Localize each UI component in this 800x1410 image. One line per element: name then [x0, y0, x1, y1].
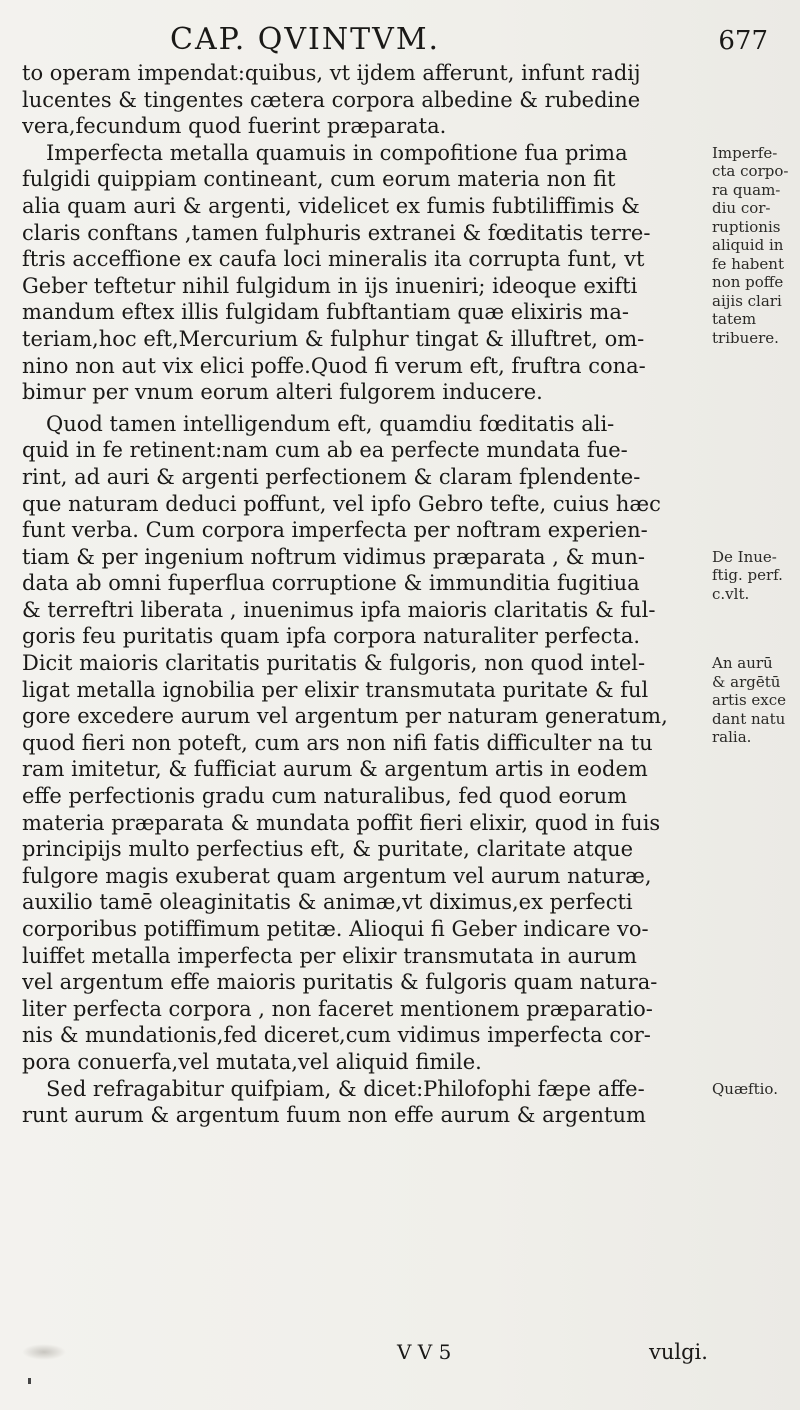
- running-head: CAP. QVINTVM.: [170, 22, 441, 57]
- text-line: materia præparata & mundata poffit fieri elixir, quod in fuis: [22, 810, 661, 835]
- text-line: funt verba. Cum corpora imperfecta per noftram experien-: [22, 518, 648, 543]
- text-line: que naturam deduci poffunt, vel ipfo Gebro tefte, cuius hæc: [22, 491, 661, 516]
- marginal-note-line: non poffe: [712, 273, 784, 292]
- marginal-note-line: aliquid in: [712, 236, 784, 255]
- marginal-note-line: Quæftio.: [712, 1079, 778, 1098]
- text-line: auxilio tamē oleaginitatis & animæ,vt diximus,ex perfecti: [22, 890, 633, 915]
- marginal-note-line: tribuere.: [712, 328, 779, 347]
- marginal-note-line: aijis clari: [712, 291, 782, 310]
- stray-mark: [28, 1378, 31, 1384]
- text-line: data ab omni fuperflua corruptione & immunditia fugitiua: [22, 571, 640, 596]
- catchline: [22, 1340, 772, 1370]
- marginal-note-line: fe habent: [712, 254, 784, 273]
- text-line: principijs multo perfectius eft, & puritate, claritate atque: [22, 837, 634, 862]
- marginal-note-line: artis exce: [712, 691, 787, 710]
- text-line: lucentes & tingentes cætera corpora albedine & rubedine: [22, 87, 641, 112]
- text-line: Dicit maioris claritatis puritatis & fulgoris, non quod intel-: [22, 651, 646, 676]
- text-line: mandum eftex illis fulgidam fubftantiam quæ elixiris ma-: [22, 300, 629, 325]
- text-line: bimur per vnum eorum alteri fulgorem inducere.: [22, 380, 543, 405]
- text-line: ram imitetur, & fufficiat aurum & argentum artis in eodem: [22, 757, 648, 782]
- signature-mark: V V 5: [397, 1340, 452, 1364]
- text-line: Sed refragabitur quifpiam, & dicet:Philofophi fæpe affe-: [46, 1076, 645, 1101]
- marginal-note-line: cta corpo-: [712, 162, 789, 181]
- text-line: vera,fecundum quod fuerint præparata.: [22, 114, 447, 139]
- text-line: quid in fe retinent:nam cum ab ea perfecte mundata fue-: [22, 438, 628, 463]
- marginal-note-line: An aurū: [712, 654, 773, 673]
- text-line: quod fieri non poteft, cum ars non nifi fatis difficulter na tu: [22, 730, 653, 755]
- text-line: nis & mundationis,fed diceret,cum vidimus imperfecta cor-: [22, 1023, 651, 1048]
- marginal-note-line: De Inue-: [712, 547, 777, 566]
- text-line: to operam impendat:quibus, vt ijdem afferunt, infunt radij: [22, 61, 641, 85]
- text-line: luiffet metalla imperfecta per elixir transmutata in aurum: [22, 943, 637, 968]
- text-line: alia quam auri & argenti, videlicet ex fumis fubtiliffimis &: [22, 193, 640, 218]
- marginal-note: [712, 654, 798, 747]
- marginal-note: [712, 548, 798, 604]
- marginal-note-line: ftig. perf.: [712, 566, 783, 585]
- text-line: pora conuerfa,vel mutata,vel aliquid fimile.: [22, 1049, 482, 1074]
- marginal-note-line: ra quam-: [712, 180, 781, 199]
- text-line: corporibus potiffimum petitæ. Alioqui fi Geber indicare vo-: [22, 917, 649, 941]
- text-line: nino non aut vix elici poffe.Quod fi verum eft, fruftra cona-: [22, 353, 646, 378]
- text-line: rint, ad auri & argenti perfectionem & claram fplendente-: [22, 464, 641, 489]
- marginal-note-line: diu cor-: [712, 199, 771, 218]
- text-line: gore excedere aurum vel argentum per naturam generatum,: [22, 704, 668, 729]
- catchword: vulgi.: [649, 1340, 708, 1364]
- text-line: ligat metalla ignobilia per elixir transmutata puritate & ful: [22, 677, 649, 702]
- marginal-note-line: ralia.: [712, 728, 752, 747]
- page-header: [0, 22, 800, 62]
- marginal-note: [712, 1080, 798, 1099]
- text-line: ftris acceffione ex caufa loci mineralis ita corrupta funt, vt: [22, 247, 645, 272]
- marginal-note: [712, 144, 798, 348]
- text-line: fulgore magis exuberat quam argentum vel aurum naturæ,: [22, 863, 652, 888]
- text-line: claris conftans ,tamen fulphuris extranei & fœditatis terre-: [22, 220, 651, 245]
- text-line: liter perfecta corpora , non faceret mentionem præparatio-: [22, 996, 653, 1021]
- text-line: Quod tamen intelligendum eft, quamdiu fœditatis ali-: [46, 411, 615, 436]
- text-line: Geber teftetur nihil fulgidum in ijs inueniri; ideoque exifti: [22, 273, 638, 298]
- marginal-note-line: tatem: [712, 310, 757, 329]
- text-line: Imperfecta metalla quamuis in compofitione fua prima: [46, 140, 628, 165]
- text-line: vel argentum effe maioris puritatis & fulgoris quam natura-: [22, 970, 658, 995]
- text-line: teriam,hoc eft,Mercurium & fulphur tingat & illuftret, om-: [22, 326, 645, 351]
- text-line: effe perfectionis gradu cum naturalibus, fed quod eorum: [22, 784, 628, 809]
- marginal-note-line: c.vlt.: [712, 584, 750, 603]
- text-line: fulgidi quippiam contineant, cum eorum materia non fit: [22, 167, 616, 192]
- marginal-note-line: ruptionis: [712, 217, 781, 236]
- marginal-note-line: & argētū: [712, 672, 781, 691]
- text-line: tiam & per ingenium noftrum vidimus præparata , & mun-: [22, 544, 645, 569]
- page-number: 677: [718, 26, 768, 56]
- text-line: goris feu puritatis quam ipfa corpora naturaliter perfecta.: [22, 624, 641, 649]
- marginal-note-line: dant natu: [712, 709, 786, 728]
- main-text-block: [22, 60, 702, 1129]
- text-line: runt aurum & argentum fuum non effe aurum & argentum: [22, 1103, 646, 1128]
- text-line: & terreftri liberata , inuenimus ipfa maioris claritatis & ful-: [22, 597, 656, 622]
- marginal-note-line: Imperfe-: [712, 143, 778, 162]
